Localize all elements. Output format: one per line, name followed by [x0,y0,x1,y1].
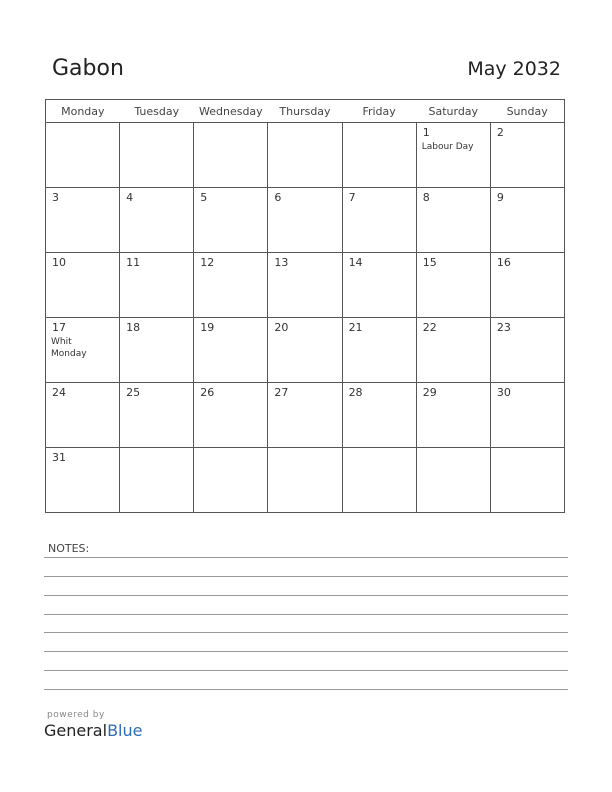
note-line [44,614,568,615]
day-cell [46,123,120,188]
note-line [44,557,568,558]
day-number: 7 [348,191,356,204]
weekday-header: Monday [46,100,120,123]
day-number: 6 [274,191,282,204]
day-cell [342,448,416,513]
week-row [46,188,565,253]
day-number: 25 [126,386,141,399]
day-number: 15 [422,256,437,269]
day-number: 28 [348,386,363,399]
day-cell [194,318,268,383]
calendar-grid [45,99,565,513]
day-cell [268,188,342,253]
day-cell [194,123,268,188]
day-number: 24 [52,386,66,399]
day-cell [194,253,268,318]
day-number: 9 [496,191,504,204]
day-cell [342,188,416,253]
country-title: Gabon [52,56,124,81]
day-cell [120,253,194,318]
note-line [44,689,568,690]
day-cell [268,318,342,383]
day-cell [120,123,194,188]
day-number: 23 [496,321,511,334]
day-number: 30 [496,386,511,399]
weekday-header-row [46,100,565,123]
day-number: 4 [126,191,134,204]
day-number: 12 [200,256,215,269]
day-cell [46,188,120,253]
day-cell [120,383,194,448]
day-number: 13 [274,256,289,269]
notes-label: NOTES: [48,542,90,555]
day-number: 26 [200,386,215,399]
day-number: 19 [200,321,215,334]
brand-logo [44,721,142,740]
day-cell [46,448,120,513]
note-line [44,632,568,633]
day-number: 5 [200,191,208,204]
day-number: 16 [496,256,511,269]
day-number: 17 [52,321,66,334]
month-year-title: May 2032 [467,58,561,80]
day-cell [194,383,268,448]
day-cell [268,448,342,513]
weekday-header: Sunday [490,100,564,123]
day-cell [416,448,490,513]
day-cell [490,123,564,188]
note-line [44,670,568,671]
week-row [46,383,565,448]
day-cell [46,318,120,383]
day-cell [46,383,120,448]
day-cell [490,253,564,318]
day-cell [342,253,416,318]
day-number: 1 [422,126,430,139]
day-cell [342,123,416,188]
note-line [44,651,568,652]
day-cell [194,448,268,513]
holiday-label: Labour Day [421,142,474,152]
powered-by-text: powered by [47,710,105,720]
day-number: 14 [348,256,363,269]
day-cell [490,318,564,383]
day-number: 3 [52,191,59,204]
weekday-header: Tuesday [120,100,194,123]
week-row [46,318,565,383]
day-cell [490,188,564,253]
day-number: 22 [422,321,437,334]
note-line [44,576,568,577]
day-number: 31 [52,451,66,464]
week-row [46,253,565,318]
week-row [46,123,565,188]
weekday-header: Saturday [416,100,490,123]
day-cell [120,448,194,513]
day-number: 20 [274,321,289,334]
day-number: 29 [422,386,437,399]
day-cell [416,318,490,383]
weekday-header: Friday [342,100,416,123]
weekday-header: Wednesday [194,100,268,123]
day-cell [342,318,416,383]
day-cell [490,448,564,513]
note-line [44,595,568,596]
day-cell [342,383,416,448]
day-cell [194,188,268,253]
day-number: 21 [348,321,363,334]
day-cell [416,123,490,188]
day-cell [416,253,490,318]
week-row [46,448,565,513]
day-number: 8 [422,191,430,204]
day-cell [268,253,342,318]
brand-logo-blue: Blue [107,721,143,740]
day-cell [46,253,120,318]
day-cell [120,318,194,383]
weekday-header: Thursday [268,100,342,123]
day-cell [268,123,342,188]
day-cell [120,188,194,253]
brand-logo-general: General [44,721,108,740]
day-number: 27 [274,386,289,399]
day-cell [416,383,490,448]
day-cell [268,383,342,448]
holiday-label: Whit Monday [51,337,87,359]
day-number: 2 [496,126,504,139]
day-number: 11 [126,256,141,269]
day-number: 18 [126,321,141,334]
day-cell [490,383,564,448]
day-cell [416,188,490,253]
day-number: 10 [52,256,66,269]
